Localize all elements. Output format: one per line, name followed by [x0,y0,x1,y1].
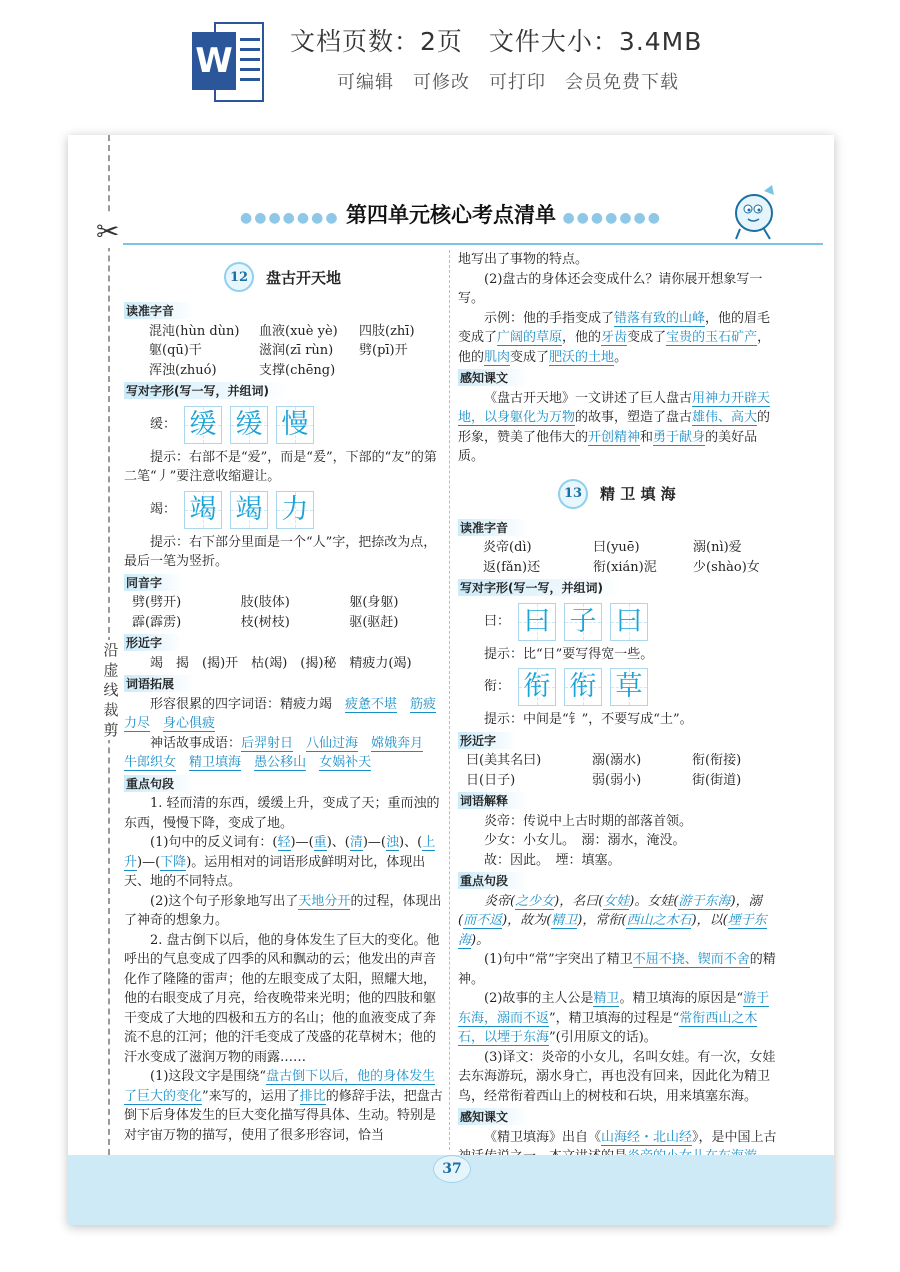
char-practice-row: 竭： 竭 竭 力 [124,491,444,529]
word-document-icon: W [192,22,264,102]
section-heading: 重点句段 [124,775,194,792]
example-answer: 示例：他的手指变成了错落有致的山峰，他的眉毛变成了广阔的草原，他的牙齿变成了宝贵的玉石矿产，他的肌肉变成了肥沃的土地。 [458,310,771,365]
tip-text: 提示：中间是“钅”，不要写成“土”。 [484,712,693,727]
question-text: (2)盘古的身体还会变成什么？请你展开想象写一写。 [458,271,763,306]
section-heading: 词语拓展 [124,675,194,692]
tip-text: 提示：右部不是“爱”，而是“爰”，下部的“友”的第二笔“丿”要注意收缩避让。 [124,449,437,484]
char-practice-row: 曰： 曰 子 曰 [458,603,778,641]
word-explanation: 少女：小女儿。 溺：溺水，淹没。 [484,833,686,848]
question-text: (1)这段文字是围绕“盘古倒下以后，他的身体发生了巨大的变化”来写的，运用了排比的修辞手法，把盘古倒下后身体发生的巨大变化描写得具体、生动。特别是对宇宙万物的描写，使用了很多形容词，恰当 [124,1069,443,1143]
translation-text: (3)译文：炎帝的小女儿，名叫女娃。有一次，女娃去东海游玩，溺水身亡，再也没有回来，因此化为精卫鸟，经常衔着西山上的树枝和石块，用来填塞东海。 [458,1049,776,1104]
word-expansion-1: 形容很累的四字词语：精疲力竭 疲惫不堪 筋疲力尽 身心俱疲 [124,696,437,731]
unit-title: ●●●●●●● 第四单元核心考点清单 ●●●●●●● [240,202,662,227]
tip-text: 提示：右下部分里面是一个“人”字，把捺改为点，最后一笔为竖折。 [124,534,437,569]
banner-subtitle: 可编辑 可修改 可打印 会员免费下载 [337,72,679,93]
question-text: (2)故事的主人公是精卫。精卫填海的原因是“游于东海，溺而不返”，精卫填海的过程是“常衔西山之木石，以堙于东海”(引用原文的话)。 [458,991,770,1045]
section-heading: 感知课文 [458,369,528,386]
key-sentence-2: 2. 盘古倒下以后，他的身体发生了巨大的变化。他呼出的气息变成了四季的风和飘动的云；他发出的声音化作了隆隆的雷声；他的左眼变成了太阳，照耀大地，他的右眼变成了月亮，给夜晚带来光明；他的四肢和躯干变成了大地的四极和五方的名山；他的血液变成了奔流不息的江河；他的汗毛变成了茂盛的花草树木；他的汗水变成了滋润万物的雨露…… [124,932,440,1065]
key-sentence-1: 1. 轻而清的东西，缓缓上升，变成了天；重而浊的东西，慢慢下降，变成了地。 [124,796,440,831]
word-explanation: 故：因此。 堙：填塞。 [484,852,621,868]
page-number: 37 [433,1155,471,1183]
title-divider [123,243,823,245]
pronunciation-list: 炎帝(dì) 曰(yuē) 溺(nì)爱 返(fǎn)还 衔(xián)泥 少(shào)女 [483,540,760,575]
question-text: (2)这个句子形象地写出了天地分开的过程，体现出了神奇的想象力。 [124,893,442,928]
word-explanation: 炎帝：传说中上古时期的部落首领。 [484,813,693,829]
download-banner [0,0,900,120]
cut-instruction: 沿虚线裁剪 [101,640,121,740]
homophone-list: 劈(劈开) 肢(肢体) 躯(身躯) 霹(霹雳) 枝(树枝) 驱(驱赶) [132,595,399,630]
question-text: (1)句中“常”字突出了精卫不屈不挠、锲而不舍的精神。 [458,952,776,987]
section-heading: 读准字音 [124,302,194,319]
banner-title: 文档页数：2页 文件大小：3.4MB [290,27,703,56]
pronunciation-list: 混沌(hùn dùn) 血液(xuè yè) 四肢(zhī) 躯(qū)干 滋润(zī rùn) 劈(pī)开 浑浊(zhuó) 支撑(chēng) [149,323,415,378]
lesson-13-heading: 13 精 卫 填 海 [558,477,778,511]
section-heading: 形近字 [124,634,182,651]
section-heading: 写对字形(写一写，并组词) [458,579,623,596]
section-heading: 读准字音 [458,519,528,536]
section-heading: 形近字 [458,732,516,749]
question-text: (1)句中的反义词有：(轻)—(重)、(清)—(浊)、(上升)—(下降)。运用相对的词语形成鲜明对比，体现出天、地的不同特点。 [124,835,436,889]
section-heading: 重点句段 [458,872,528,889]
section-heading: 写对字形(写一写，并组词) [124,382,289,399]
section-heading: 词语解释 [458,792,528,809]
tip-text: 提示：比“日”要写得宽一些。 [484,646,654,662]
left-column [124,250,444,1145]
lesson-12-heading: 12 盘古开天地 [224,260,444,294]
similar-char-list: 曰(美其名曰) 溺(溺水) 衔(衔接) 日(日子) 弱(弱小) 街(街道) [466,753,742,788]
right-column [458,250,778,1167]
mascot-icon [728,183,784,241]
scissors-icon: ✂ [96,215,120,248]
document-page [68,135,834,1225]
char-practice-row: 衔： 衔 衔 草 [458,668,778,706]
similar-chars: 竭 揭 (揭)开 枯(竭) (揭)秘 精疲力(竭) [150,655,412,671]
word-expansion-2: 神话故事成语：后羿射日 八仙过海 嫦娥奔月 牛郎织女 精卫填海 愚公移山 女娲补天 [124,735,424,770]
key-sentence: 炎帝(之少女)，名曰(女娃)。女娃(游于东海)，溺(而不返)，故为(精卫)，常衔(西山之木石)，以(堙于东海)。 [458,893,767,948]
continued-text: 地写出了事物的特点。 [458,252,589,267]
column-divider [449,250,450,1150]
char-practice-row: 缓： 缓 缓 慢 [124,406,444,444]
text-summary: 《盘古开天地》一文讲述了巨人盘古用神力开辟天地，以身躯化为万物的故事，塑造了盘古雄伟、高大的形象，赞美了他伟大的开创精神和勇于献身的美好品质。 [458,390,771,464]
section-heading: 同音字 [124,574,182,591]
text-summary: 《精卫填海》出自《山海经・北山经》，是中国上古 [458,1128,778,1167]
section-heading: 感知课文 [458,1108,528,1125]
